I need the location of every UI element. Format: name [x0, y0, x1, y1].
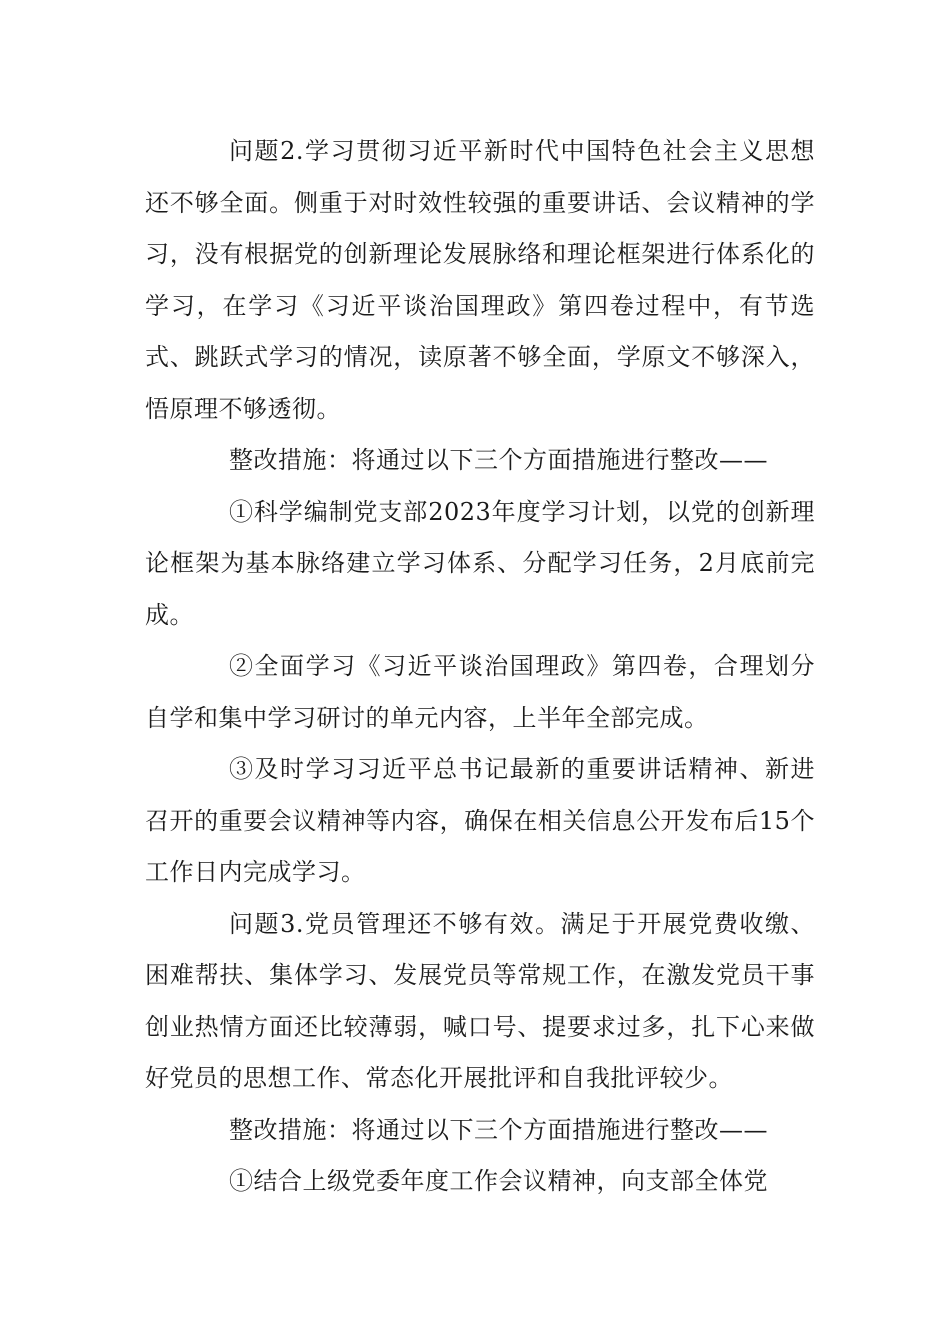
problem-2-paragraph: 问题2.学习贯彻习近平新时代中国特色社会主义思想还不够全面。侧重于对时效性较强的重要讲话、会议精神的学习，没有根据党的创新理论发展脉络和理论框架进行体系化的学习，在学习《习近平谈治国理政》第四卷过程中，有节选式、跳跃式学习的情况，读原著不够全面，学原文不够深入，悟原理不够透彻。 [145, 137, 815, 423]
measure-3-timely-study: ③及时学习习近平总书记最新的重要讲话精神、新进召开的重要会议精神等内容，确保在相关信息公开发布后15个工作日内完成学习。 [145, 755, 815, 886]
measure-2-full-study: ②全面学习《习近平谈治国理政》第四卷，合理划分自学和集中学习研讨的单元内容，上半年全部完成。 [145, 652, 815, 732]
rectification-intro-1: 整改措施：将通过以下三个方面措施进行整改—— [229, 446, 768, 474]
rectification-intro-2: 整改措施：将通过以下三个方面措施进行整改—— [229, 1115, 768, 1144]
problem-3-paragraph: 问题3.党员管理还不够有效。满足于开展党费收缴、困难帮扶、集体学习、发展党员等常规工作，在激发党员干事创业热情方面还比较薄弱，喊口号、提要求过多，扎下心来做好党员的思想工作、常态化开展批评和自我批评较少。 [145, 909, 815, 1092]
measure-1-party-meeting: ①结合上级党委年度工作会议精神，向支部全体党 [229, 1167, 768, 1195]
measure-1-study-plan: ①科学编制党支部2023年度学习计划，以党的创新理论框架为基本脉络建立学习体系、分配学习任务，2月底前完成。 [145, 497, 815, 629]
document-body [145, 126, 815, 1208]
